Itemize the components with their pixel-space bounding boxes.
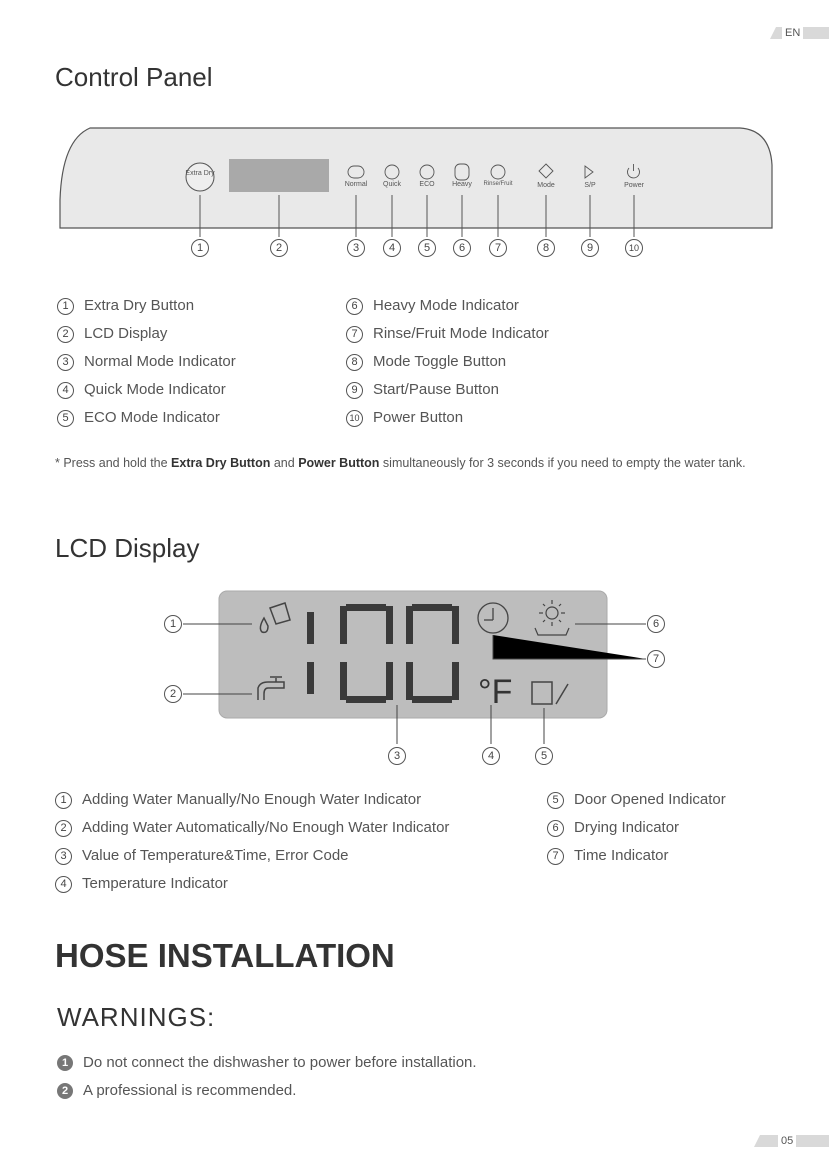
sp-label: S/P: [584, 182, 596, 189]
mode-label: Mode: [537, 182, 555, 189]
cp-callout-4: 4: [383, 239, 401, 257]
extra-dry-label: Extra Dry: [185, 170, 215, 177]
cp-legend-item: 4 Quick Mode Indicator: [57, 381, 226, 399]
lcd-callout-5: 5: [535, 747, 553, 765]
cp-legend-item: 8 Mode Toggle Button: [346, 353, 506, 371]
cp-legend-item: 6 Heavy Mode Indicator: [346, 297, 519, 315]
page-number: 05: [778, 1135, 796, 1147]
cp-legend-item: 3 Normal Mode Indicator: [57, 353, 236, 371]
warning-item: 2 A professional is recommended.: [57, 1082, 296, 1099]
lcd-legend-item: 3 Value of Temperature&Time, Error Code: [55, 847, 349, 865]
cp-legend-item: 10 Power Button: [346, 409, 463, 427]
lcd-callout-2: 2: [164, 685, 182, 703]
cp-callout-2: 2: [270, 239, 288, 257]
lcd-callout-7: 7: [647, 650, 665, 668]
lcd-legend-item: 7 Time Indicator: [547, 847, 668, 865]
cp-legend-item: 5 ECO Mode Indicator: [57, 409, 220, 427]
lcd-legend-item: 5 Door Opened Indicator: [547, 791, 726, 809]
page-number-tab: [760, 1135, 829, 1147]
warning-item: 1 Do not connect the dishwasher to power before installation.: [57, 1054, 477, 1071]
cp-callout-3: 3: [347, 239, 365, 257]
hose-installation-title: HOSE INSTALLATION: [55, 937, 395, 974]
lcd-legend-item: 1 Adding Water Manually/No Enough Water Indicator: [55, 791, 421, 809]
heavy-label: Heavy: [452, 181, 472, 188]
cp-callout-6: 6: [453, 239, 471, 257]
cp-callout-9: 9: [581, 239, 599, 257]
lcd-illustration: [0, 580, 829, 770]
normal-label: Normal: [344, 181, 368, 188]
lcd-legend-item: 2 Adding Water Automatically/No Enough Water Indicator: [55, 819, 449, 837]
cp-callout-1: 1: [191, 239, 209, 257]
lcd-legend-item: 4 Temperature Indicator: [55, 875, 228, 893]
cp-callout-5: 5: [418, 239, 436, 257]
lcd-callout-3: 3: [388, 747, 406, 765]
lcd-legend-item: 6 Drying Indicator: [547, 819, 679, 837]
rinse-fruit-label: Rinse/Fruit: [483, 181, 513, 187]
lcd-callout-1: 1: [164, 615, 182, 633]
control-panel-title: Control Panel: [55, 62, 213, 92]
cp-legend-item: 2 LCD Display: [57, 325, 167, 343]
quick-label: Quick: [383, 181, 401, 188]
lcd-display-title: LCD Display: [55, 533, 200, 563]
language-label: EN: [782, 27, 803, 39]
empty-tank-note: * Press and hold the Extra Dry Button and Power Button simultaneously for 3 seconds if you need to empty the water tank.: [55, 456, 746, 470]
temperature-unit: °F: [478, 673, 513, 711]
warnings-title: WARNINGS:: [57, 1002, 216, 1032]
power-label: Power: [624, 182, 644, 189]
cp-legend-item: 1 Extra Dry Button: [57, 297, 194, 315]
cp-callout-7: 7: [489, 239, 507, 257]
lcd-callout-4: 4: [482, 747, 500, 765]
control-panel-illustration: [0, 0, 829, 270]
lcd-display-shape: [229, 159, 329, 192]
cp-callout-10: 10: [625, 239, 643, 257]
cp-legend-item: 7 Rinse/Fruit Mode Indicator: [346, 325, 549, 343]
eco-label: ECO: [419, 181, 435, 188]
lcd-callout-6: 6: [647, 615, 665, 633]
cp-callout-8: 8: [537, 239, 555, 257]
cp-legend-item: 9 Start/Pause Button: [346, 381, 499, 399]
